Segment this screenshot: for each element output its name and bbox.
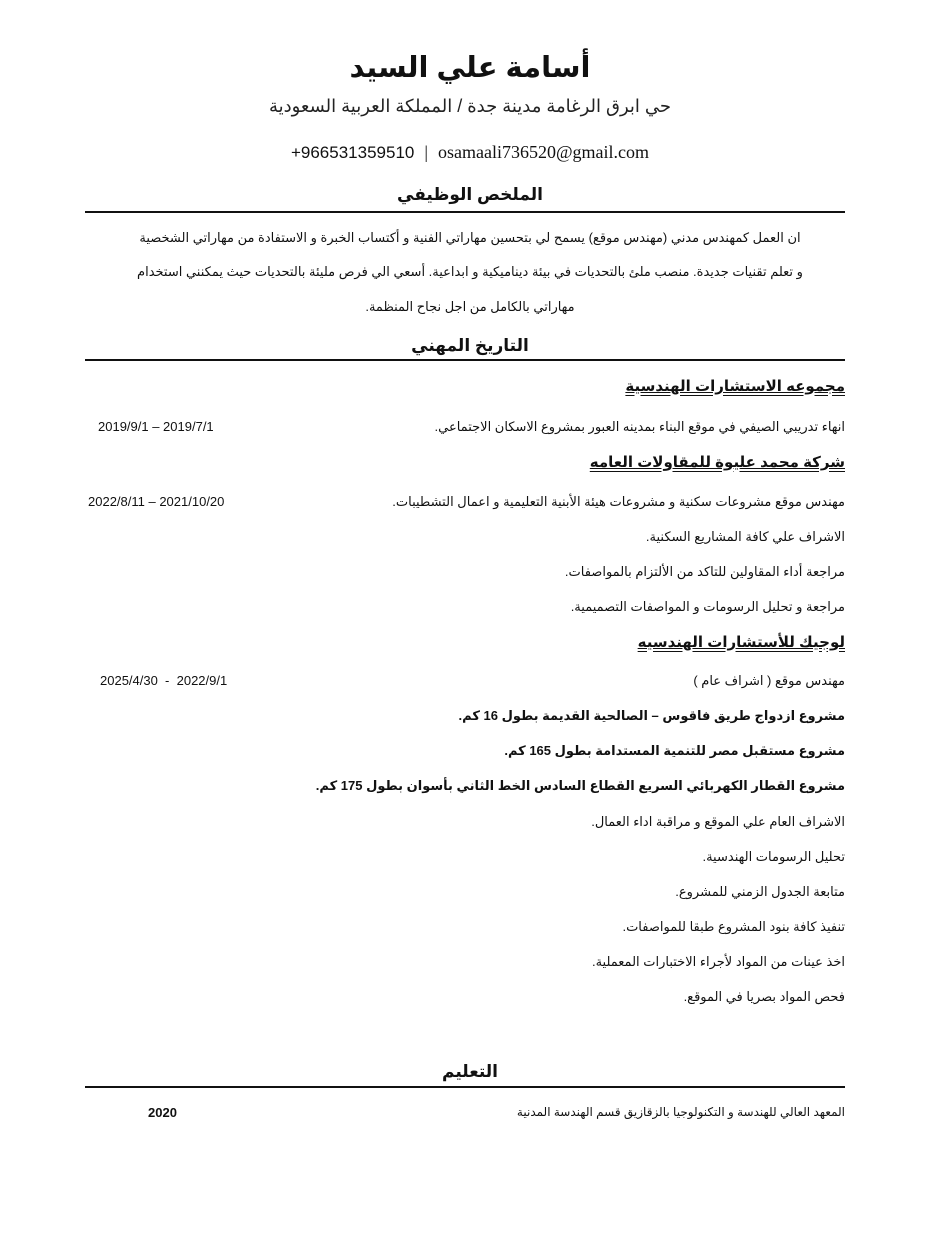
address: حي ابرق الرغامة مدينة جدة / المملكة العربية السعودية	[268, 96, 672, 116]
job-dates: 2019/9/1 – 2019/7/1	[98, 419, 214, 434]
job-item: مراجعة أداء المقاولين للتاكد من الألتزام بالمواصفات.	[564, 564, 845, 579]
education-rule	[85, 1086, 845, 1088]
summary-heading: الملخص الوظيفي	[397, 185, 543, 204]
job-item: الاشراف العام علي الموقع و مراقبة اداء العمال.	[591, 814, 845, 829]
job-item: تحليل الرسومات الهندسية.	[702, 849, 845, 864]
education-entry: المعهد العالي للهندسة و التكنولوجيا بالزقازيق قسم الهندسة المدنية	[516, 1105, 845, 1119]
job-item: الاشراف علي كافة المشاريع السكنية.	[645, 529, 845, 544]
separator: |	[424, 142, 428, 162]
summary-line: ان العمل كمهندس مدني (مهندس موقع) يسمح لي بتحسين مهاراتي الفنية و أكتساب الخبرة و الاستفادة من مهاراتي الشخصية	[139, 230, 801, 245]
project-item: مشروع مستقبل مصر للتنمية المستدامة بطول 165 كم.	[504, 743, 845, 758]
history-rule	[85, 359, 845, 361]
job-item: مهندس موقع مشروعات سكنية و مشروعات هيئة الأبنية التعليمية و اعمال التشطيبات.	[392, 494, 845, 509]
job-dates: 2025/4/30 - 2022/9/1	[100, 673, 228, 688]
job-item: مهندس موقع ( اشراف عام )	[693, 673, 845, 688]
job-dates: 2022/8/11 – 2021/10/20	[88, 494, 225, 509]
education-heading: التعليم	[442, 1062, 498, 1081]
company-name: شركة محمد عليوة للمقاولات العامه	[589, 454, 845, 471]
job-item: فحص المواد بصريا في الموقع.	[683, 989, 845, 1004]
project-item: مشروع ازدواج طريق فاقوس – الصالحية القديمة بطول 16 كم.	[458, 708, 845, 723]
education-year: 2020	[148, 1105, 177, 1120]
email: osamaali736520@gmail.com	[437, 142, 650, 162]
job-item: مراجعة و تحليل الرسومات و المواصفات التصميمية.	[570, 599, 845, 614]
summary-rule	[85, 211, 845, 213]
project-item: مشروع القطار الكهربائي السريع القطاع السادس الخط الثاني بأسوان بطول 175 كم.	[315, 778, 845, 793]
company-name: لوجيك للأستشارات الهندسيه	[637, 634, 845, 651]
company-name: مجموعه الاستشارات الهندسية	[625, 378, 845, 395]
job-item: انهاء تدريبي الصيفي في موقع البناء بمدينه العبور بمشروع الاسكان الاجتماعي.	[434, 419, 845, 434]
summary-line: و تعلم تقنيات جديدة. منصب ملئ بالتحديات في بيئة ديناميكية و ابداعية. أسعي الي فرص مليئة بالتحديات حيث يمكنني استخدام	[137, 264, 803, 279]
contact-line	[0, 142, 940, 163]
phone: +966531359510	[290, 143, 415, 162]
history-heading: التاريخ المهني	[411, 336, 529, 355]
job-item: تنفيذ كافة بنود المشروع طبقا للمواصفات.	[622, 919, 845, 934]
job-item: متابعة الجدول الزمني للمشروع.	[675, 884, 845, 899]
summary-line: مهاراتي بالكامل من اجل نجاح المنظمة.	[365, 299, 575, 314]
job-item: اخذ عينات من المواد لأجراء الاختبارات المعملية.	[591, 954, 845, 969]
candidate-name: أسامة علي السيد	[349, 52, 591, 84]
